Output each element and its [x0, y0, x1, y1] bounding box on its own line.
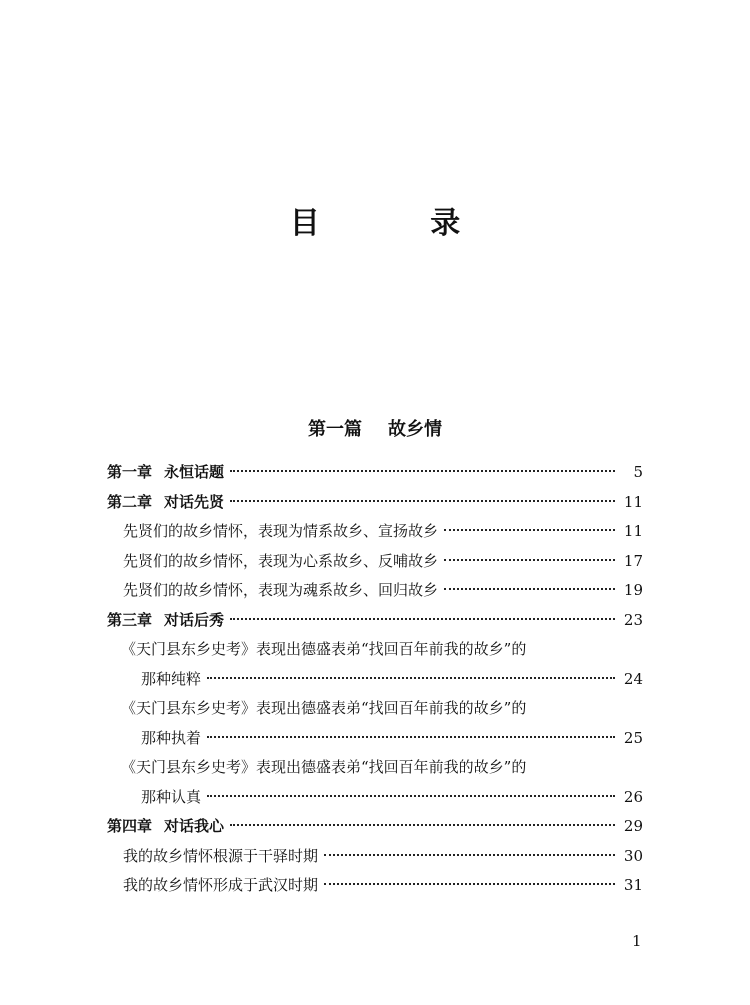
section-title-line2: 那种认真 — [141, 787, 202, 806]
page-number: 11 — [623, 522, 643, 540]
dot-leader — [230, 824, 615, 826]
toc-section-row-line2[interactable] — [107, 665, 643, 695]
toc-section-row-line2[interactable] — [107, 724, 643, 754]
page-number: 19 — [623, 581, 643, 599]
chapter-number: 第一章 — [107, 463, 153, 481]
chapter-title: 永恒话题 — [164, 463, 225, 481]
chapter-number: 第二章 — [107, 492, 153, 511]
section-title: 先贤们的故乡情怀，表现为心系故乡、反哺故乡 — [123, 551, 439, 570]
dot-leader — [444, 588, 615, 590]
page-number: 30 — [623, 846, 643, 865]
chapter-title: 对话先贤 — [164, 492, 225, 511]
folio-page-number: 1 — [632, 932, 642, 950]
page-number: 25 — [623, 728, 643, 747]
chapter-title: 对话我心 — [164, 817, 225, 835]
toc-section-row-line1[interactable] — [107, 753, 643, 783]
section-title-line2: 那种纯粹 — [141, 669, 202, 688]
section-title: 先贤们的故乡情怀，表现为魂系故乡、回归故乡 — [123, 581, 439, 599]
section-title-line1: 《天门县东乡史考》表现出德盛表弟“找回百年前我的故乡”的 — [121, 699, 527, 717]
section-title: 我的故乡情怀根源于干驿时期 — [123, 846, 319, 865]
toc-section-row[interactable] — [107, 547, 643, 577]
toc-section-row[interactable] — [107, 871, 643, 901]
page-number: 29 — [623, 817, 643, 835]
toc-section-row-line1[interactable] — [107, 635, 643, 665]
dot-leader — [444, 529, 615, 531]
page-title: 目 录 — [289, 206, 511, 241]
dot-leader — [230, 470, 615, 472]
toc-chapter-row[interactable] — [107, 488, 643, 518]
section-title-line1: 《天门县东乡史考》表现出德盛表弟“找回百年前我的故乡”的 — [121, 640, 527, 658]
section-title-line2: 那种执着 — [141, 728, 202, 747]
toc-section-row[interactable] — [107, 576, 643, 606]
toc-section-row-line1[interactable] — [107, 694, 643, 724]
dot-leader — [230, 500, 615, 502]
toc-section-row[interactable] — [107, 842, 643, 872]
toc-chapter-row[interactable] — [107, 812, 643, 842]
table-of-contents — [107, 458, 643, 901]
toc-section-row-line2[interactable] — [107, 783, 643, 813]
dot-leader — [444, 559, 615, 561]
page-number: 23 — [623, 610, 643, 629]
dot-leader — [207, 677, 615, 679]
part-title — [0, 415, 750, 441]
chapter-number: 第三章 — [107, 610, 153, 629]
dot-leader — [230, 618, 615, 620]
toc-chapter-row[interactable] — [107, 606, 643, 636]
toc-chapter-row[interactable] — [107, 458, 643, 488]
chapter-number: 第四章 — [107, 817, 153, 835]
section-title: 我的故乡情怀形成于武汉时期 — [123, 876, 319, 894]
page-number: 26 — [623, 787, 643, 806]
part-name: 故乡情 — [388, 419, 442, 440]
section-title: 先贤们的故乡情怀，表现为情系故乡、宣扬故乡 — [123, 522, 439, 540]
dot-leader — [207, 736, 615, 738]
toc-section-row[interactable] — [107, 517, 643, 547]
page-number: 24 — [623, 669, 643, 688]
page-number: 5 — [633, 463, 643, 481]
section-title-line1: 《天门县东乡史考》表现出德盛表弟“找回百年前我的故乡”的 — [121, 758, 527, 776]
page-number: 11 — [623, 492, 643, 511]
dot-leader — [207, 795, 615, 797]
page-number: 31 — [623, 876, 643, 894]
dot-leader — [324, 883, 615, 885]
chapter-title: 对话后秀 — [164, 610, 225, 629]
part-number: 第一篇 — [308, 419, 362, 440]
dot-leader — [324, 854, 615, 856]
page-number: 17 — [623, 551, 643, 570]
